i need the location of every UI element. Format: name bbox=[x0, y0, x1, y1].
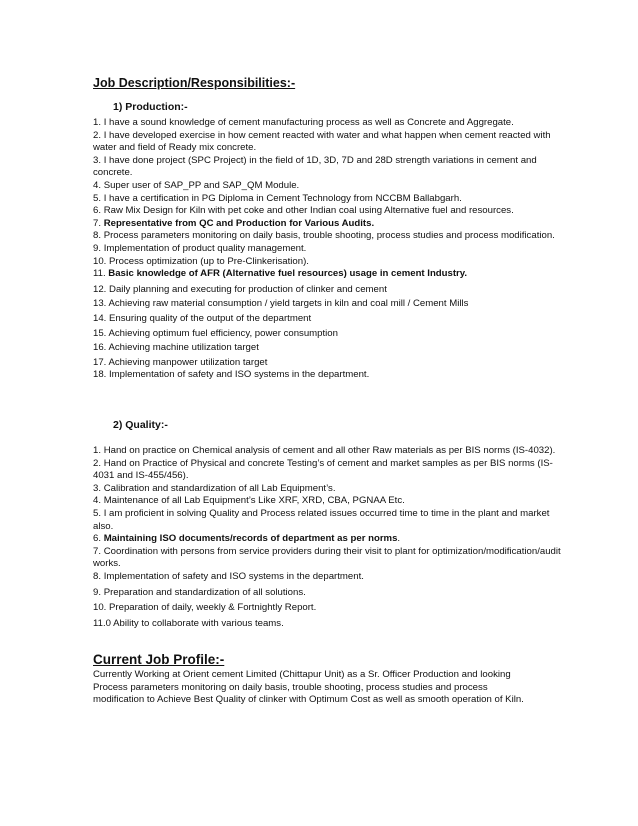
list-item: 12. Daily planning and executing for production of clinker and cement bbox=[93, 283, 387, 295]
quality-heading: 2) Quality:- bbox=[113, 419, 168, 431]
list-item: 1. Hand on practice on Chemical analysis of cement and all other Raw materials as per BIS norms (IS-4032). bbox=[93, 445, 556, 456]
list-item: 11.0 Ability to collaborate with various teams. bbox=[93, 617, 284, 629]
list-item: 5. I am proficient in solving Quality and Process related issues occurred time to time in the plant and market also. bbox=[93, 507, 550, 532]
list-item: 10. Preparation of daily, weekly & Fortnightly Report. bbox=[93, 602, 317, 614]
list-item: 9. Preparation and standardization of all solutions. bbox=[93, 586, 306, 598]
list-item: 1. I have a sound knowledge of cement manufacturing process as well as Concrete and Aggregate. bbox=[93, 117, 514, 128]
list-item: 5. I have a certification in PG Diploma in Cement Technology from NCCBM Ballabgarh. bbox=[93, 192, 462, 204]
list-item: 8. Implementation of safety and ISO systems in the department. bbox=[93, 570, 364, 582]
list-item: 10. Process optimization (up to Pre-Clinkerisation). bbox=[93, 255, 309, 267]
production-list bbox=[93, 117, 563, 382]
list-item: 4. Maintenance of all Lab Equipment’s Like XRF, XRD, CBA, PGNAA Etc. bbox=[93, 495, 405, 507]
main-heading: Job Description/Responsibilities:- bbox=[93, 76, 296, 90]
list-item: 17. Achieving manpower utilization target bbox=[93, 356, 268, 368]
production-heading: 1) Production:- bbox=[113, 101, 188, 113]
list-item: 18. Implementation of safety and ISO systems in the department. bbox=[93, 369, 370, 381]
current-profile-text: Currently Working at Orient cement Limited (Chittapur Unit) as a Sr. Officer Production and looking Process parameters monitoring on daily basis, trouble shooting, process studies and process modification to Achieve Best Quality of clinker with Optimum Cost as well as smooth operation of Kiln. bbox=[93, 669, 524, 706]
list-item: 6. Maintaining ISO documents/records of department as per norms. bbox=[93, 533, 401, 545]
list-item: 14. Ensuring quality of the output of the department bbox=[93, 312, 312, 324]
list-item: 2. I have developed exercise in how cement reacted with water and what happen when cement reacted with water and field of Ready mix concrete. bbox=[93, 129, 551, 154]
list-item: 6. Raw Mix Design for Kiln with pet coke and other Indian coal using Alternative fuel and resources. bbox=[93, 205, 514, 217]
list-item: 7. Representative from QC and Production for Various Audits. bbox=[93, 217, 375, 229]
list-item: 11. Basic knowledge of AFR (Alternative fuel resources) usage in cement Industry. bbox=[93, 268, 468, 280]
list-item: 9. Implementation of product quality management. bbox=[93, 242, 307, 254]
list-item: 16. Achieving machine utilization target bbox=[93, 342, 259, 354]
list-item: 3. Calibration and standardization of all Lab Equipment’s. bbox=[93, 482, 336, 494]
quality-list bbox=[93, 445, 563, 630]
list-item: 8. Process parameters monitoring on daily basis, trouble shooting, process studies and process modification. bbox=[93, 230, 555, 242]
list-item: 13. Achieving raw material consumption / yield targets in kiln and coal mill / Cement Mills bbox=[93, 298, 469, 310]
current-profile-heading: Current Job Profile:- bbox=[93, 652, 225, 667]
list-item: 2. Hand on Practice of Physical and concrete Testing’s of cement and market samples as per BIS norms (IS-4031 and IS-455/456). bbox=[93, 457, 553, 482]
list-item: 4. Super user of SAP_PP and SAP_QM Module. bbox=[93, 179, 300, 191]
list-item: 7. Coordination with persons from service providers during their visit to plant for optimization/modification/audit works. bbox=[93, 545, 561, 570]
list-item: 3. I have done project (SPC Project) in the field of 1D, 3D, 7D and 28D strength variations in cement and concrete. bbox=[93, 154, 537, 179]
list-item: 15. Achieving optimum fuel efficiency, power consumption bbox=[93, 327, 338, 339]
